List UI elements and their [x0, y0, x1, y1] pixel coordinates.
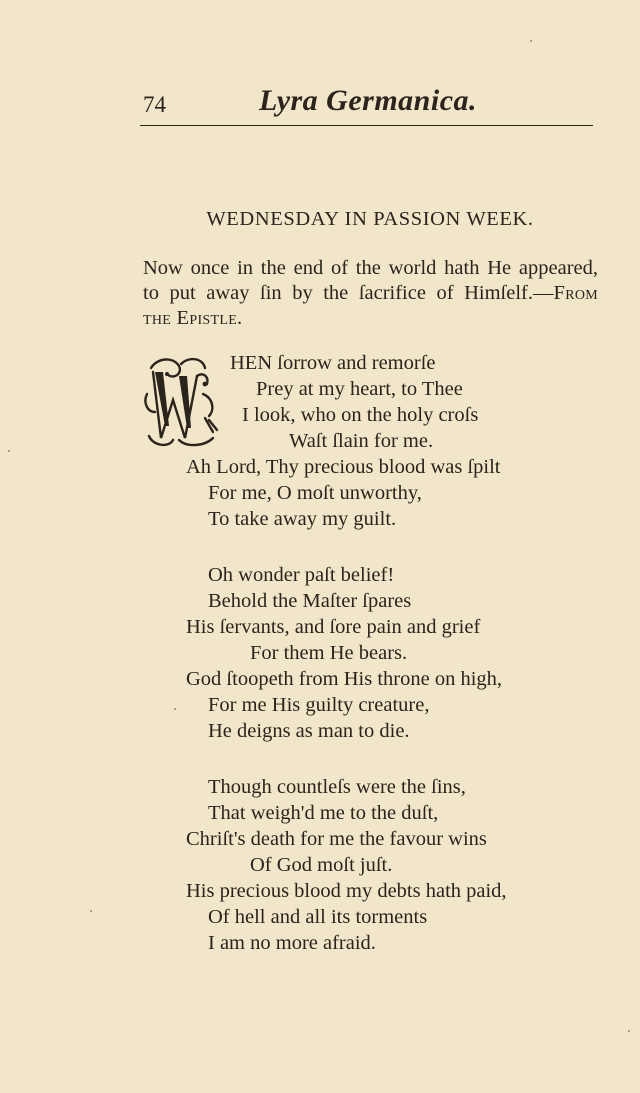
- verse-line: Behold the Maſter ſpares: [208, 590, 412, 612]
- verse-line: For me, O moſt unworthy,: [208, 482, 422, 504]
- verse-line: Oh wonder paſt belief!: [208, 564, 395, 586]
- epigraph-line-1: Now once in the end of the world hath He appeared,: [143, 257, 598, 279]
- section-title: WEDNESDAY IN PASSION WEEK.: [206, 208, 534, 230]
- epigraph-line-2-text: to put away ſin by the ſacrifice of Himſelf.—: [143, 282, 554, 304]
- verse-line: Chriſt's death for me the favour wins: [186, 828, 487, 850]
- paper-speck: [628, 1030, 630, 1032]
- verse-line: God ſtoopeth from His throne on high,: [186, 668, 503, 690]
- verse-line: Ah Lord, Thy precious blood was ſpilt: [186, 456, 501, 478]
- verse-line: For them He bears.: [250, 642, 408, 664]
- verse-line: HEN ſorrow and remorſe: [230, 352, 436, 374]
- verse-line: For me His guilty creature,: [208, 694, 430, 716]
- verse-line: Waſt ſlain for me.: [289, 430, 434, 452]
- verse-line: His precious blood my debts hath paid,: [186, 880, 507, 902]
- verse-line: I look, who on the holy croſs: [242, 404, 479, 426]
- verse-line: That weigh'd me to the duſt,: [208, 802, 439, 824]
- verse-line: His ſervants, and ſore pain and grief: [186, 616, 481, 638]
- verse-line: He deigns as man to die.: [208, 720, 410, 742]
- verse-line: To take away my guilt.: [208, 508, 397, 530]
- verse-line: Though countleſs were the ſins,: [208, 776, 466, 798]
- paper-speck: [530, 40, 532, 42]
- paper-speck: [8, 450, 10, 452]
- page-number: 74: [143, 92, 166, 117]
- running-title: Lyra Germanica.: [258, 84, 478, 117]
- verse-line: Of hell and all its torments: [208, 906, 428, 928]
- paper-speck: [90, 910, 92, 912]
- paper-speck: [174, 708, 176, 710]
- verse-line: I am no more afraid.: [208, 932, 376, 954]
- verse-line: Prey at my heart, to Thee: [256, 378, 463, 400]
- epigraph-source: the Epistle.: [143, 307, 243, 329]
- epigraph-source-from: From: [553, 282, 598, 304]
- verse-line: Of God moſt juſt.: [250, 854, 393, 876]
